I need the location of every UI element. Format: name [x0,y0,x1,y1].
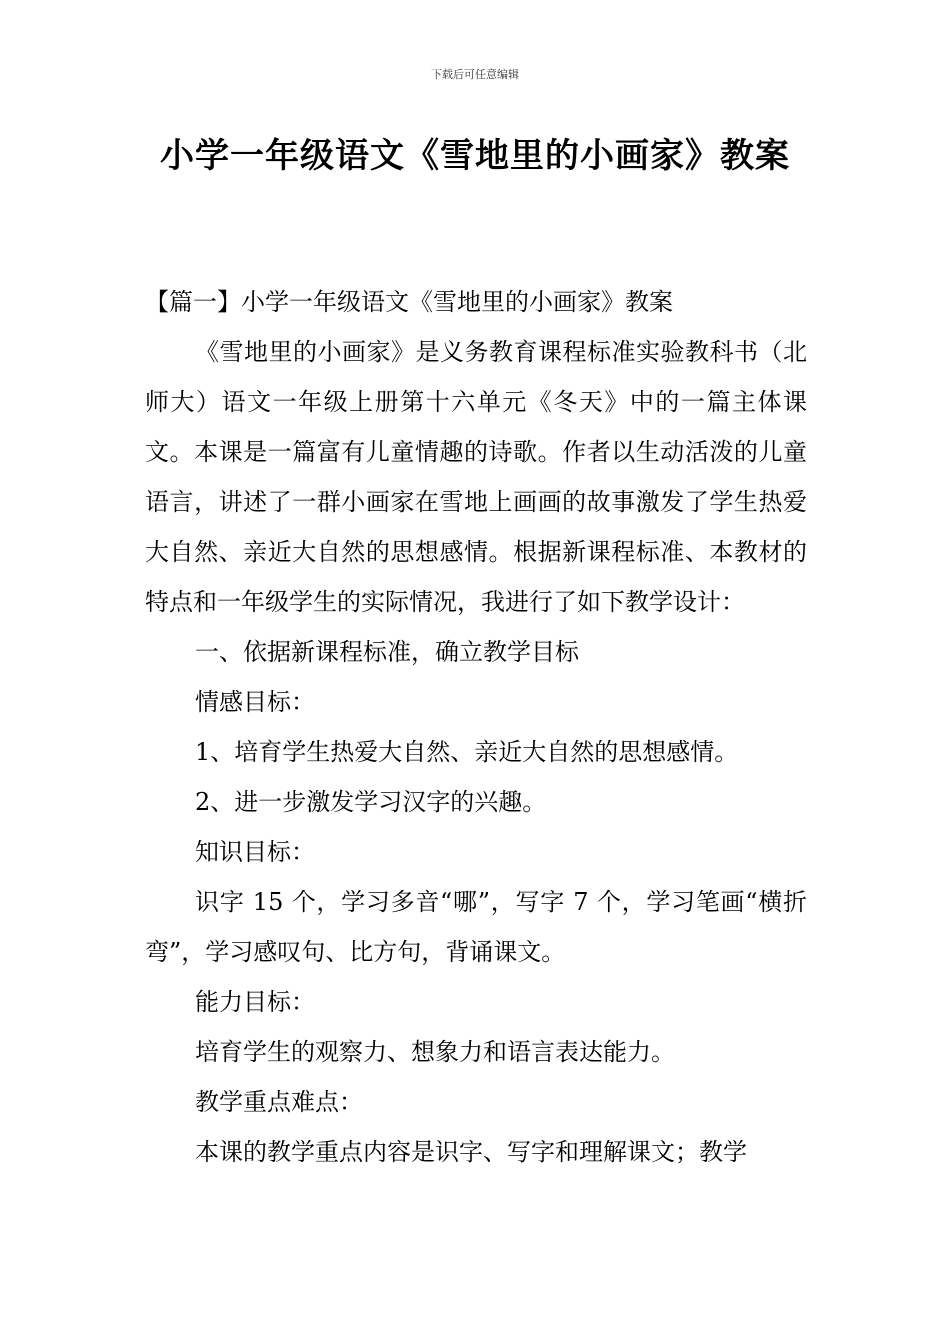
objectives-heading: 一、依据新课程标准，确立教学目标 [195,638,579,666]
intro-paragraph: 《雪地里的小画家》是义务教育课程标准实验教科书（北师大）语文一年级上册第十六单元《冬天》中的一篇主体课文。本课是一篇富有儿童情趣的诗歌。作者以生动活泼的儿童语言，讲述了一群小画家在雪地上画画的故事激发了学生热爱大自然、亲近大自然的思想感情。根据新课程标准、本教材的特点和一年级学生的实际情况，我进行了如下教学设计： [145,338,807,616]
document-title: 小学一年级语文《雪地里的小画家》教案 [160,136,790,176]
ability-goal-text: 培育学生的观察力、想象力和语言表达能力。 [195,1038,675,1066]
knowledge-goal-label: 知识目标： [195,838,315,866]
emotional-goal-1: 1、培育学生热爱大自然、亲近大自然的思想感情。 [195,738,739,766]
key-difficulties-text: 本课的教学重点内容是识字、写字和理解课文；教学 [195,1138,747,1166]
key-difficulties-label: 教学重点难点： [195,1088,363,1116]
document-body [145,277,807,1177]
ability-goal-label: 能力目标： [195,988,315,1016]
header-note: 下载后可任意编辑 [431,68,519,81]
section-heading: 【篇一】小学一年级语文《雪地里的小画家》教案 [145,288,673,316]
knowledge-goal-text: 识字 15 个，学习多音“哪”，写字 7 个，学习笔画“横折弯”，学习感叹句、比方句，背诵课文。 [145,888,807,966]
emotional-goal-label: 情感目标： [195,688,315,716]
emotional-goal-2: 2、进一步激发学习汉字的兴趣。 [195,788,547,816]
